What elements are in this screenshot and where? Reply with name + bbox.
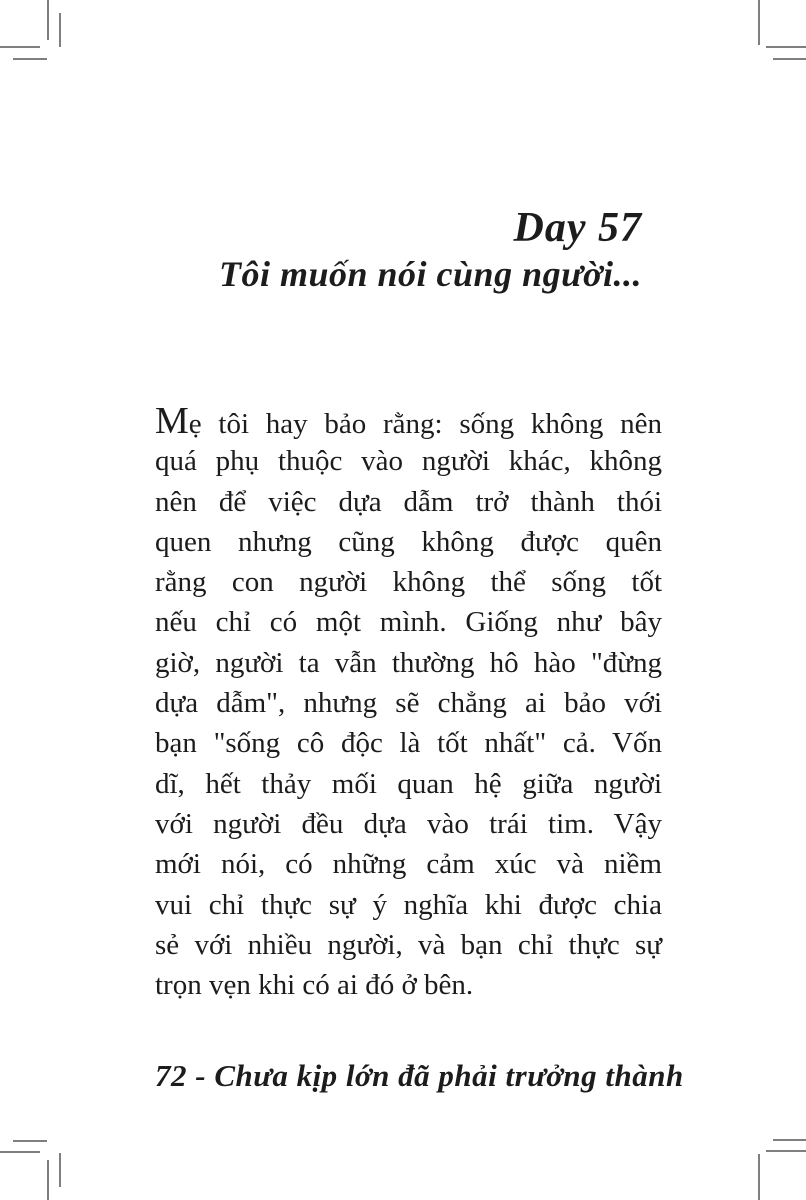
crop-mark-top-right-vertical bbox=[758, 0, 760, 45]
paragraph-line: nếu chỉ có một mình. Giống như bây bbox=[155, 606, 662, 639]
running-footer: 72 - Chưa kịp lớn đã phải trưởng thành bbox=[155, 1058, 684, 1093]
crop-mark-bottom-left-vertical-outer bbox=[47, 1160, 49, 1200]
paragraph-line bbox=[155, 401, 662, 441]
crop-mark-top-left-horizontal-outer bbox=[0, 46, 40, 48]
paragraph-line: vui chỉ thực sự ý nghĩa khi được chia bbox=[155, 888, 662, 921]
chapter-header bbox=[155, 204, 642, 296]
paragraph-line: mới nói, có những cảm xúc và niềm bbox=[155, 848, 662, 881]
crop-mark-top-right-horizontal-inner bbox=[773, 58, 806, 60]
paragraph-line: giờ, người ta vẫn thường hô hào "đừng bbox=[155, 646, 662, 679]
crop-mark-bottom-left-horizontal-outer bbox=[0, 1151, 40, 1153]
crop-mark-bottom-right-horizontal-outer bbox=[766, 1150, 806, 1152]
paragraph-line: quá phụ thuộc vào người khác, không bbox=[155, 445, 662, 478]
day-heading: Day 57 bbox=[513, 205, 642, 251]
paragraph-line: bạn "sống cô độc là tốt nhất" cả. Vốn bbox=[155, 727, 662, 760]
crop-mark-top-left-horizontal-inner bbox=[13, 58, 47, 60]
paragraph-line: dựa dẫm", nhưng sẽ chẳng ai bảo với bbox=[155, 687, 662, 720]
paragraph-line: với người đều dựa vào trái tim. Vậy bbox=[155, 807, 662, 840]
crop-mark-bottom-right-horizontal-inner bbox=[773, 1139, 806, 1141]
crop-mark-top-right-horizontal-outer bbox=[766, 46, 806, 48]
crop-mark-bottom-left-vertical-inner bbox=[59, 1153, 61, 1187]
paragraph-line: quen nhưng cũng không được quên bbox=[155, 525, 662, 558]
chapter-title: Tôi muốn nói cùng người... bbox=[219, 254, 642, 294]
paragraph-line: dĩ, hết thảy mối quan hệ giữa người bbox=[155, 767, 662, 800]
crop-mark-bottom-left-horizontal-inner bbox=[13, 1140, 47, 1142]
crop-mark-bottom-right-vertical bbox=[758, 1154, 760, 1200]
lead-capital: M bbox=[155, 400, 189, 442]
paragraph-line-text: ẹ tôi hay bảo rằng: sống không nên bbox=[188, 408, 662, 440]
paragraph-line: rằng con người không thể sống tốt bbox=[155, 566, 662, 599]
crop-mark-top-left-vertical-outer bbox=[47, 0, 49, 40]
paragraph-line: nên để việc dựa dẫm trở thành thói bbox=[155, 485, 662, 518]
crop-mark-top-left-vertical-inner bbox=[59, 13, 61, 47]
paragraph-line: sẻ với nhiều người, và bạn chỉ thực sự bbox=[155, 928, 662, 961]
paragraph-line: trọn vẹn khi có ai đó ở bên. bbox=[155, 969, 474, 1002]
body-paragraph bbox=[155, 401, 662, 1005]
